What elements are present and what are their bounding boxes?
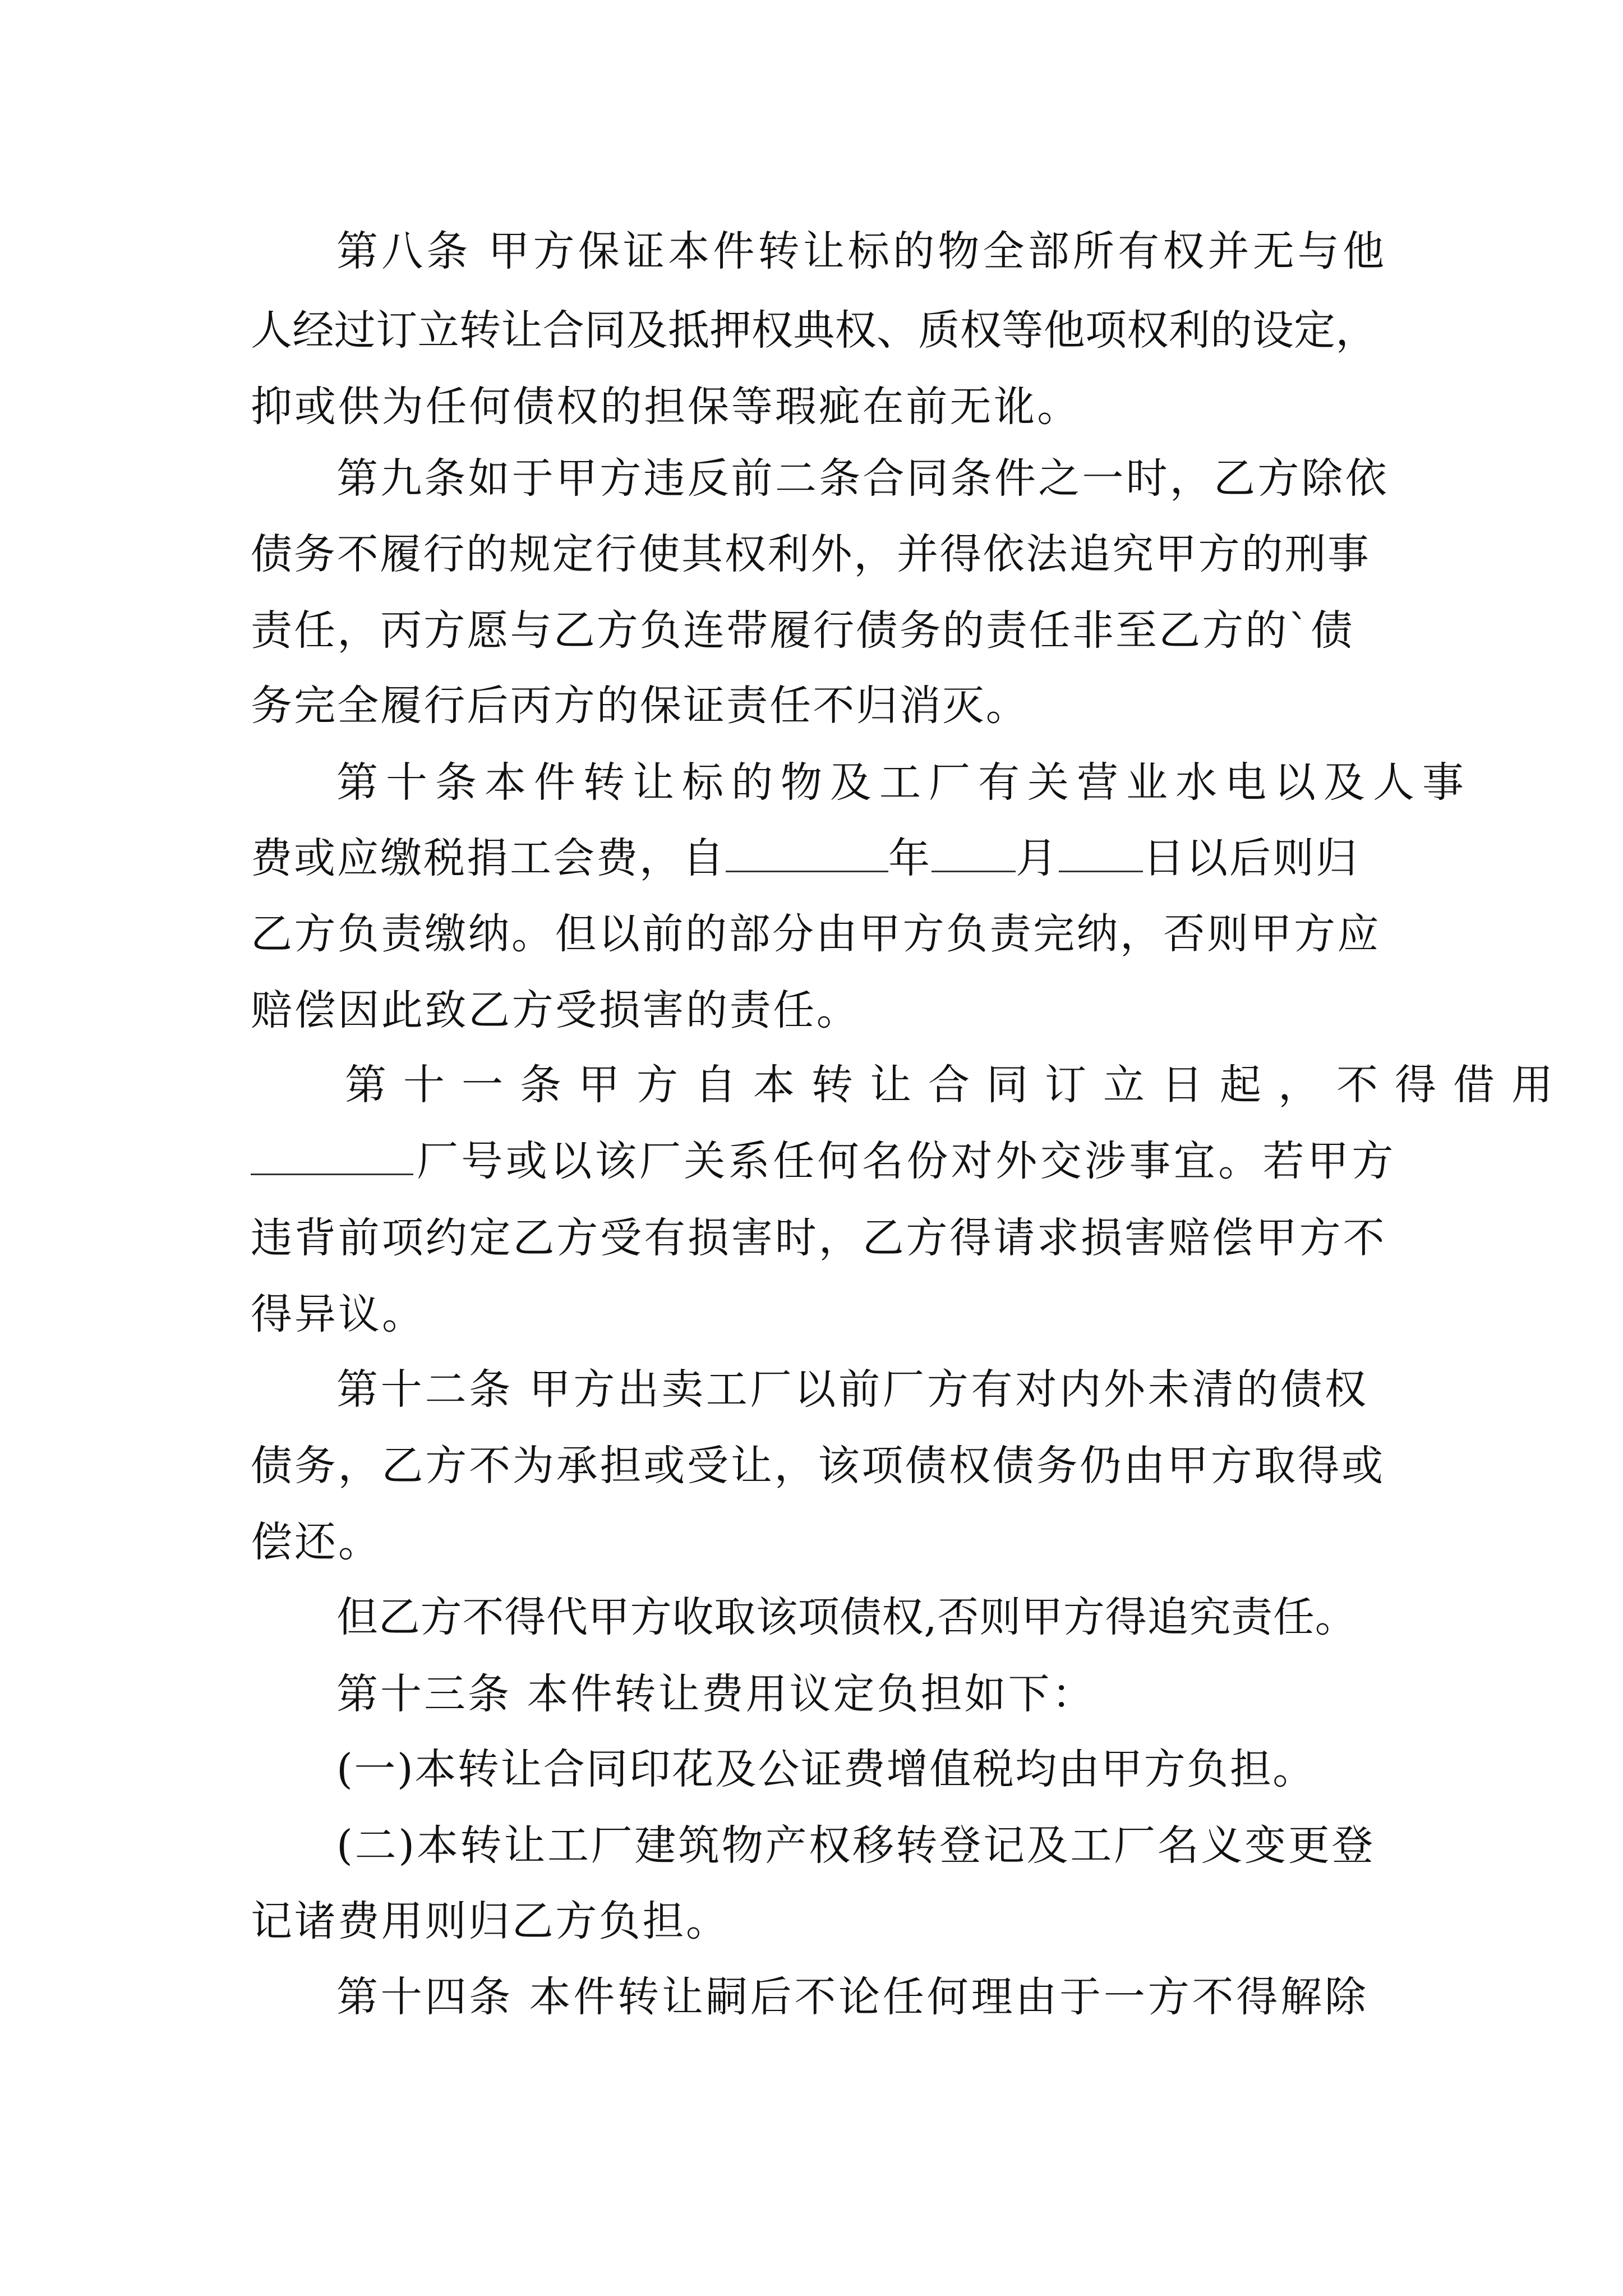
article-10-line-2 xyxy=(251,830,1359,886)
article-11-line-2-text: 厂号或以该厂关系任何名份对外交涉事宜。若甲方 xyxy=(417,1137,1396,1185)
article-10-line-4: 赔偿因此致乙方受损害的责任。 xyxy=(251,986,860,1034)
article-8-line-1: 第八条 甲方保证本件转让标的物全部所有权并无与他 xyxy=(336,227,1388,275)
article-9-line-2: 债务不履行的规定行使其权利外，并得依法追究甲方的刑事 xyxy=(251,530,1371,578)
article-9-line-3: 责任，丙方愿与乙方负连带履行债务的责任非至乙方的`债 xyxy=(251,606,1354,655)
article-14-line-1: 第十四条 本件转让嗣后不论任何理由于一方不得解除 xyxy=(336,1973,1369,2021)
article-13-line-2: (一)本转让合同印花及公证费增值税均由甲方负担。 xyxy=(336,1745,1316,1793)
article-11-line-2 xyxy=(251,1133,1396,1189)
article-10-line-2-text: 费或应缴税捐工会费，自 xyxy=(251,834,726,882)
article-8-line-2: 人经过订立转让合同及抵押权典权、质权等他项权利的设定， xyxy=(251,306,1377,355)
article-10-line-3: 乙方负责缴纳。但以前的部分由甲方负责完纳，否则甲方应 xyxy=(251,910,1381,958)
year-label: 年 xyxy=(888,834,932,882)
article-8-line-3: 抑或供为任何债权的担保等瑕疵在前无讹。 xyxy=(251,383,1081,431)
article-13-line-1: 第十三条 本件转让费用议定负担如下： xyxy=(336,1670,1096,1718)
month-blank[interactable] xyxy=(932,830,1016,872)
factory-name-blank[interactable] xyxy=(251,1133,413,1175)
year-blank[interactable] xyxy=(726,830,888,872)
article-11-line-3: 违背前项约定乙方受有损害时，乙方得请求损害赔偿甲方不 xyxy=(251,1214,1387,1262)
article-11-line-1: 第十一条甲方自本转让合同订立日起，不得借用 xyxy=(345,1061,1570,1109)
month-label: 月 xyxy=(1016,834,1059,882)
article-13-line-3: (二)本转让工厂建筑物产权移转登记及工厂名义变更登 xyxy=(336,1821,1376,1870)
article-12-line-4: 但乙方不得代甲方收取该项债权,否则甲方得追究责任。 xyxy=(336,1593,1357,1641)
article-9-line-1: 第九条如于甲方违反前二条合同条件之一时，乙方除依 xyxy=(336,454,1389,503)
article-12-line-2: 债务，乙方不为承担或受让，该项债权债务仍由甲方取得或 xyxy=(251,1442,1385,1490)
article-10-line-1: 第十条本件转让标的物及工厂有关营业水电以及人事 xyxy=(336,758,1472,807)
article-11-line-4: 得异议。 xyxy=(251,1290,426,1338)
article-13-line-4: 记诸费用则归乙方负担。 xyxy=(251,1897,730,1945)
article-12-line-3: 偿还。 xyxy=(251,1518,382,1566)
day-label: 日以后则归 xyxy=(1143,834,1359,882)
article-12-line-1: 第十二条 甲方出卖工厂以前厂方有对内外未清的债权 xyxy=(336,1365,1369,1414)
article-9-line-4: 务完全履行后丙方的保证责任不归消灭。 xyxy=(251,682,1029,730)
day-blank[interactable] xyxy=(1059,830,1143,872)
